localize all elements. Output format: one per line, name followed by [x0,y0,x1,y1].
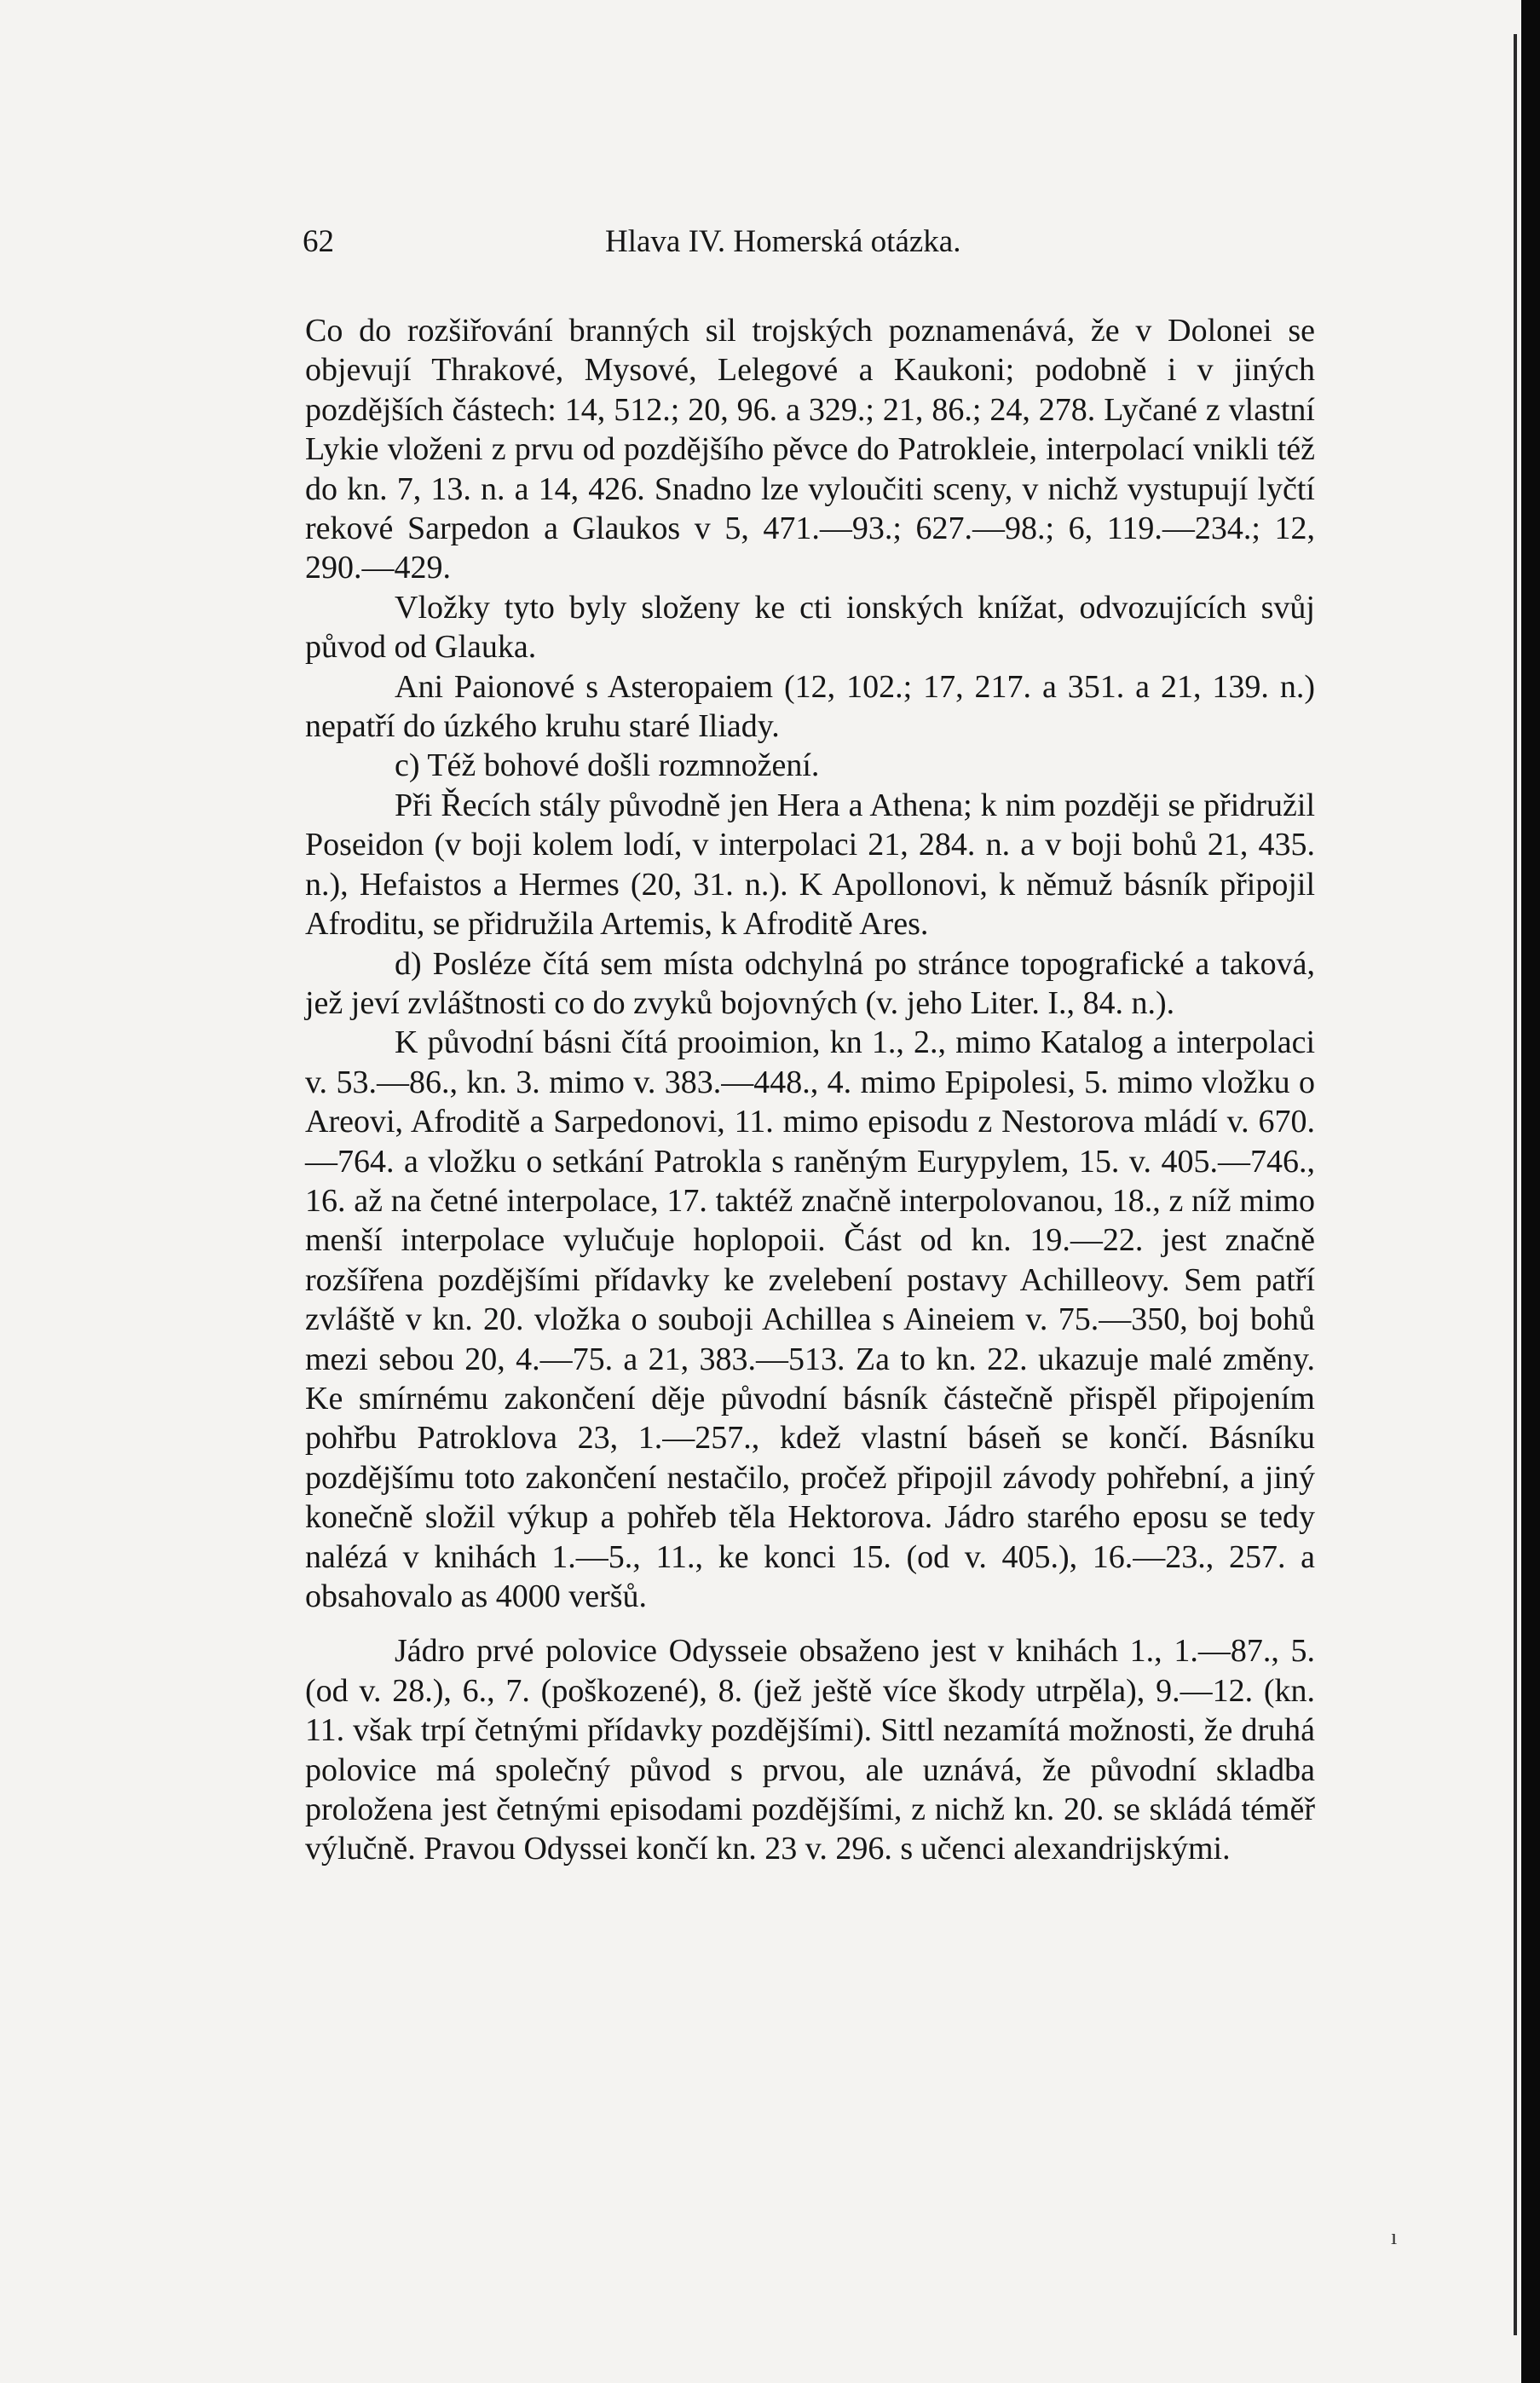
paragraph-gods-heading: c) Též bohové došli rozmnožení. [395,747,820,784]
page-number: 62 [303,224,334,259]
paragraph-lycians: Co do rozšiřování branných sil trojských poznamenává, že v Dolonei se objevují Thrakové, Mysové, Lelegové a Kaukoni; podobně i v jiných pozdějších částech: 14, 512.; 20, 96. a 329.; 21, 86.; 24, 278. Lyčané z vlastní Lykie vloženi z prvu od pozdějšího pěvce do Patrokleie, interpolací vnikli též do kn. 7, 13. n. a 14, 426. Snadno lze vyloučiti sceny, v nichž vystupují lyčtí rekové Sarpedon a Glaukos v 5, 471.—93.; 627.—98.; 6, 119.—234.; 12, 290.—429. [305,313,1315,586]
binding-line [1514,34,1517,2335]
page-mark: ı [1391,2224,1398,2249]
paragraph-gods: Při Řecích stály původně jen Hera a Athena; k nim později se přidružil Poseidon (v boji kolem lodí, v interpolaci 21, 284. n. a v boji bohů 21, 435. n.), Hefaistos a Hermes (20, 31. n.). K Apollonovi, k němuž básník připojil Afroditu, se přidružila Artemis, k Afroditě Ares. [305,787,1315,943]
paragraph-original-poem: K původní básni čítá prooimion, kn 1., 2., mimo Katalog a interpolaci v. 53.—86., kn. 3. mimo v. 383.—448., 4. mimo Epipolesi, 5. mimo vložku o Areovi, Afroditě a Sarpedonovi, 11. mimo episodu z Nestorova mládí v. 670.—764. a vložku o setkání Patrokla s raněným Eurypylem, 15. v. 405.—746., 16. až na četné interpolace, 17. taktéž značně interpolovanou, 18., z níž mimo menší interpolace vylučuje hoplopoii. Část od kn. 19.—22. jest značně rozšířena pozdějšími přídavky ke zvelebení postavy Achilleovy. Sem patří zvláště v kn. 20. vložka o souboji Achillea s Aineiem v. 75.—350, boj bohů mezi sebou 20, 4.—75. a 21, 383.—513. Za to kn. 22. ukazuje malé změny. Ke smírnému zakončení děje původní básník částečně přispěl připojením pohřbu Patroklova 23, 1.—257., kdež vlastní báseň se končí. Básníku pozdějšímu toto zakončení nestačilo, pročež připojil závody pohřební, a jiný konečně složil výkup a pohřeb těla Hektorova. Jádro starého eposu se tedy nalézá v knihách 1.—5., 11., ke konci 15. (od v. 405.), 16.—23., 257. a obsahovalo as 4000 veršů. [305,1024,1315,1614]
paragraph-glaukos: Vložky tyto byly složeny ke cti ionských knížat, odvozujících svůj původ od Glauka. [305,589,1315,666]
body-text [305,311,1315,1869]
page-header [303,223,1317,266]
page-edge [1521,0,1540,2383]
running-title: Hlava IV. Homerská otázka. [605,224,961,259]
paragraph-topography: d) Posléze čítá sem místa odchylná po stránce topografické a taková, jež jeví zvláštnosti co do zvyků bojovných (v. jeho Liter. I., 84. n.). [305,945,1315,1021]
paragraph-paionians: Ani Paionové s Asteropaiem (12, 102.; 17, 217. a 351. a 21, 139. n.) nepatří do úzkého kruhu staré Iliady. [305,668,1315,745]
paragraph-odyssey: Jádro prvé polovice Odysseie obsaženo jest v knihách 1., 1.—87., 5. (od v. 28.), 6., 7. (poškozené), 8. (jež ještě více škody utrpěla), 9.—12. (kn. 11. však trpí četnými přídavky pozdějšími). Sittl nezamítá možnosti, že druhá polovice má společný původ s prvou, ale uznává, že původní skladba proložena jest četnými episodami pozdějšími, z nichž kn. 20. se skládá téměř výlučně. Pravou Odyssei končí kn. 23 v. 296. s učenci alexandrijskými. [305,1633,1315,1867]
